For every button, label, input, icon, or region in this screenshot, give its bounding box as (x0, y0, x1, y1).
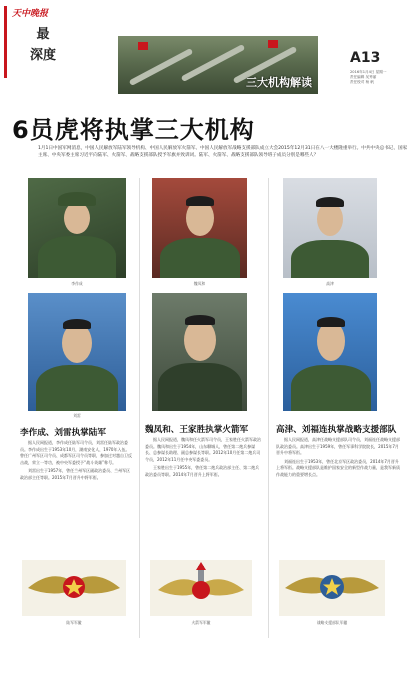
paragraph: 王家胜出生于1955年，曾任第二炮兵政治部主任、第二炮兵政治委员等职。2014年7月晋升上将军衔。 (145, 465, 260, 477)
emblem-caption: 火箭军军徽 (191, 620, 211, 625)
section-body-rocket-force (145, 437, 261, 549)
paragraph: 刘福连出生于1953年，曾任北京军区政治委员，2014年7月晋升上将军衔。战略支援部队是维护国家安全的新型作战力量，是我军新质作战能力的重要增长点。 (276, 458, 400, 477)
portrait-li-zuocheng (28, 178, 126, 278)
strategic-support-emblem-icon (279, 560, 385, 616)
portrait-liu-lei (28, 293, 126, 411)
paragraph: 据人民网报道，魏凤和任火箭军司令员，王家胜任火箭军政治委员。魏凤和出生于1954年，山东聊城人，曾任第二炮兵参谋长、总参谋长助理、副总参谋长等职。2012年10月任第二炮兵司令员，2012年11月任中央军委委员。 (145, 437, 261, 462)
rocket-force-emblem (150, 560, 252, 618)
page-number: A13 (350, 50, 381, 66)
portrait-caption: 高津 (326, 281, 334, 286)
headline: 6员虎将执掌三大机构 (12, 116, 255, 144)
page-meta (350, 70, 412, 85)
emblem-caption: 战略支援部队军徽 (316, 620, 348, 625)
section-body-strategic-support (276, 437, 400, 549)
banner-image (118, 36, 318, 94)
meta-line: 责任校对 杨 帆 (350, 80, 374, 84)
section-body-army (20, 440, 132, 548)
army-emblem-icon (22, 560, 126, 616)
flag-icon (268, 40, 278, 48)
portrait-caption: 刘雷 (73, 413, 81, 418)
paragraph: 据人民网报道，李作成任陆军司令员，刘雷任陆军政治委员。李作成出生于1953年10月，湖南安化人，1970年入伍。曾任广州军区司令员、成都军区司令员等职，参加过对越自卫反击战，荣立一等功，被中央军委授予“战斗英雄”称号。 (20, 440, 132, 465)
section-logo (4, 6, 74, 78)
portrait-wang-jiasheng (152, 293, 247, 411)
portrait-wei-fenghe (152, 178, 247, 278)
column-divider (268, 178, 269, 638)
section-title-rocket-force: 魏凤和、王家胜执掌火箭军 (145, 425, 249, 435)
section-word-top: 最 (36, 27, 50, 42)
paragraph: 刘雷出生于1957年，曾任兰州军区副政治委员、兰州军区政治部主任等职。2015年7月晋升中将军衔。 (20, 468, 131, 480)
strategic-support-emblem (279, 560, 385, 618)
lede: 1月1日中国军网消息，中国人民解放军陆军领导机构、中国人民解放军火箭军、中国人民解放军战略支援部队成立大会2015年12月31日在八一大楼隆重举行。中共中央总书记、国家主席、中央军委主席习近平向陆军、火箭军、战略支援部队授予军旗并致训词。陆军、火箭军、战略支援部队领导班子成员分别是哪些人？ (38, 146, 408, 158)
section-title-strategic-support: 高津、刘福连执掌战略支援部队 (276, 425, 397, 435)
section-word-bottom: 深度 (29, 48, 56, 63)
section-title-army: 李作成、刘雷执掌陆军 (20, 428, 106, 438)
meta-line: 2016年1月4日 星期一 (350, 70, 387, 74)
rocket-force-emblem-icon (150, 560, 252, 616)
meta-line: 责任编辑 吴秀丽 (350, 75, 377, 79)
masthead (0, 0, 415, 96)
portrait-gao-jin (283, 178, 377, 278)
paragraph: 据人民网报道，高津任战略支援部队司令员，刘福连任战略支援部队政治委员。高津出生于1959年，曾任军事科学院院长，2015年7月晋升中将军衔。 (276, 437, 400, 455)
paper-name: 天中晚报 (12, 9, 49, 19)
portrait-liu-fulian (283, 293, 377, 411)
flag-icon (138, 42, 148, 50)
emblem-caption: 陆军军徽 (66, 620, 82, 625)
army-emblem (22, 560, 126, 618)
banner-caption: 三大机构解读 (246, 76, 312, 89)
portrait-caption: 魏凤和 (193, 281, 206, 286)
portrait-caption: 李作成 (71, 281, 83, 286)
column-divider (139, 178, 140, 638)
